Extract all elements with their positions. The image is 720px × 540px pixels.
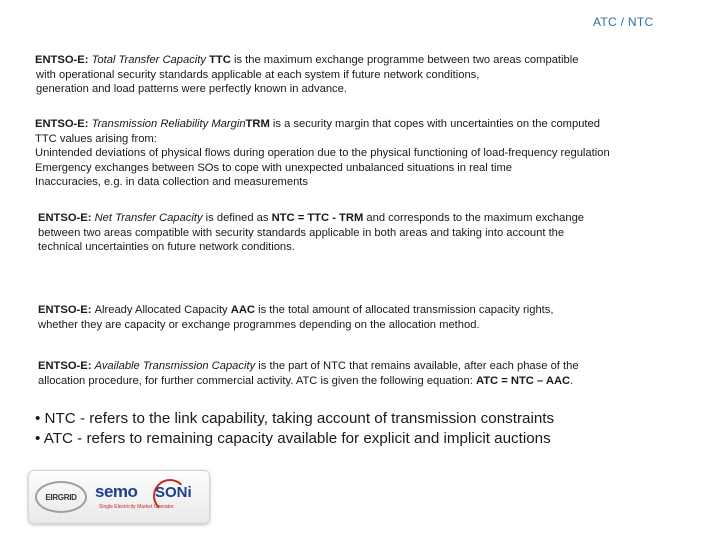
definition-line: with operational security standards applicable at each system if future network conditions, [36,68,480,81]
definition-abbr: TRM [245,118,270,130]
definition-text: . [570,374,574,387]
definition-formula: NTC = TTC - TRM [271,212,364,224]
bullet-item: • NTC - refers to the link capability, taking account of transmission constraints [35,410,555,427]
definition-text: is the maximum exchange programme between two areas compatible [230,54,579,66]
definition-abbr: TTC [205,54,231,66]
definition-line: generation and load patterns were perfectly known in advance. [36,83,347,96]
definition-text: is the part of NTC that remains available, after each phase of the [255,360,579,372]
eirgrid-logo: EIRGRID [35,481,87,513]
definition-text: is a security margin that copes with uncertainties on the computed [269,118,600,130]
definition-aac [38,303,554,332]
partner-logos [28,470,210,524]
semo-logo-tagline: Single Electricity Market Operator [99,504,174,510]
definition-atc [38,359,579,388]
definition-line: Unintended deviations of physical flows during operation due to the physical functioning of load-frequency regulation [35,147,610,160]
definition-trm [35,117,610,190]
definition-source: ENTSO-E: [35,118,92,130]
definition-term: Already Allocated Capacity [94,304,231,316]
definition-line [35,53,578,68]
definition-source: ENTSO-E: [35,54,92,66]
definition-term: Net Transfer Capacity [94,212,203,224]
definition-formula: ATC = NTC – AAC [475,374,571,387]
definition-text: allocation procedure, for further commercial activity. ATC is given the following equation: [38,374,476,387]
definition-line: between two areas compatible with security standards applicable in both areas and taking into account the [38,226,565,239]
definition-source: ENTSO-E: [38,212,95,224]
bullet-list [35,409,554,449]
definition-text: and corresponds to the maximum exchange [363,212,585,224]
definition-term: Available Transmission Capacity [94,360,256,372]
page-title: ATC / NTC [593,15,654,29]
definition-line: whether they are capacity or exchange programmes depending on the allocation method. [38,318,480,331]
definition-term: Transmission Reliability Margin [91,118,246,130]
definition-line [38,303,554,318]
semo-logo: semo [95,482,138,501]
bullet-item: • ATC - refers to remaining capacity available for explicit and implicit auctions [35,430,551,447]
definition-line: Inaccuracies, e.g. in data collection and measurements [35,176,309,189]
definition-line [38,374,579,389]
definition-abbr: AAC [230,304,256,316]
definition-line [38,359,579,374]
definition-ntc [38,211,584,255]
definition-line: technical uncertainties on future network conditions. [38,241,295,254]
definition-line [35,117,610,132]
definition-term: Total Transfer Capacity [91,54,206,66]
definition-text: is the total amount of allocated transmission capacity rights, [255,304,554,316]
soni-logo: SONi [155,484,192,501]
definition-line: TTC values arising from: [35,132,157,145]
definition-source: ENTSO-E: [38,304,95,316]
definition-text: is defined as [202,212,272,224]
definition-ttc [35,53,578,97]
definition-line [38,211,584,226]
definition-source: ENTSO-E: [38,360,95,372]
definition-line: Emergency exchanges between SOs to cope with unexpected unbalanced situations in real time [35,161,512,174]
